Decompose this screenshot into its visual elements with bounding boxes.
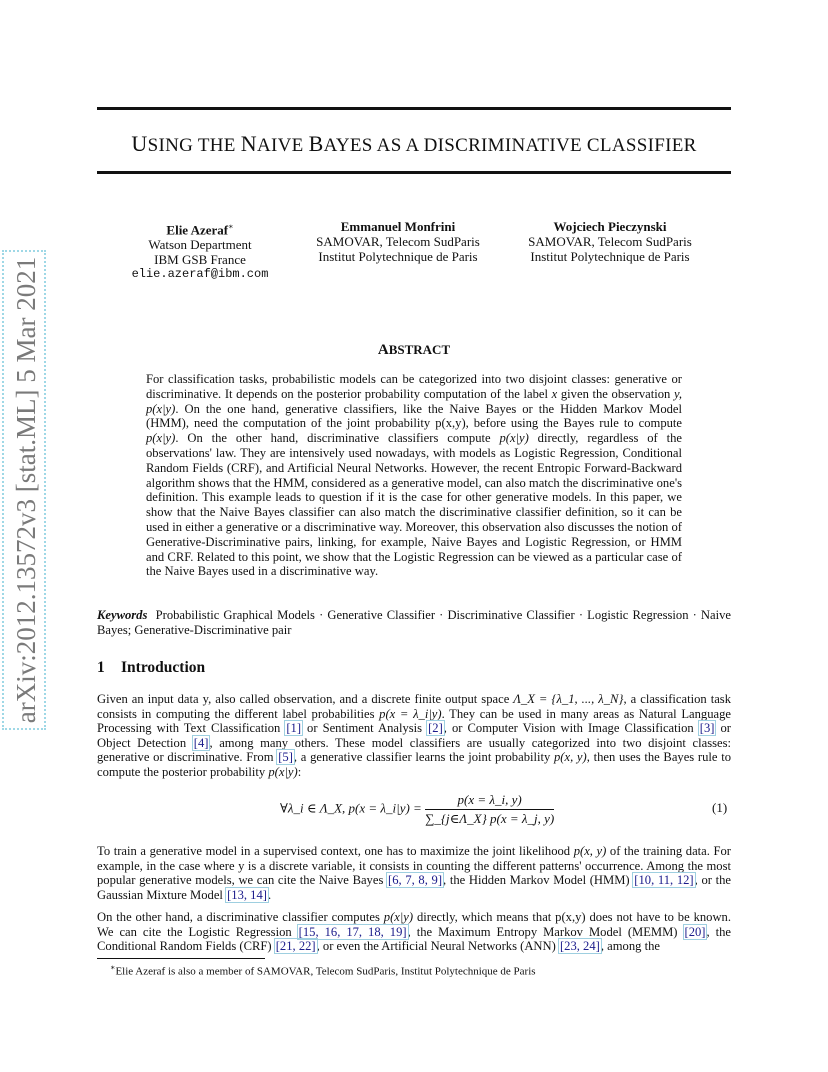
author-affiliation: Watson Department	[148, 237, 252, 253]
title-bottom-rule	[97, 171, 731, 174]
abstract-heading: ABSTRACT	[377, 342, 451, 358]
equation-number: (1)	[712, 800, 728, 815]
author-affiliation: IBM GSB France	[154, 252, 246, 268]
citation-link[interactable]: [13, 14]	[227, 887, 267, 902]
abstract-text: For classification tasks, probabilistic models can be categorized into two disjoint classes: generative or discriminative. It depends on the posterior probability computation of the label x given the observation y, p(x|y). On the one hand, generative classifiers, like the Naive Bayes or the Hidden Markov Model (HMM), need the computation of the joint probability p(x,y), before using the Bayes rule to compute p(x|y). On the other hand, discriminative classifiers compute p(x|y) directly, regardless of the observations' law. They are intensively used nowadays, with models as Logistic Regression, Conditional Random Fields (CRF), and Artificial Neural Networks. However, the recent Entropic Forward-Backward algorithm shows that the HMM, considered as a generative model, can also match the discriminative one's definition. This example leads to question if it is the case for other generative models. In this paper, we show that the Naive Bayes classifier can also match the discriminative classifier definition, so it can be used in either a generative or a discriminative way. Moreover, this observation also discusses the notion of Generative-Discriminative pairs, linking, for example, Naive Bayes and Logistic Regression, or HMM and CRF. Related to this point, we show that the Logistic Regression can be viewed as a particular case of the Naive Bayes used in a discriminative way.	[146, 372, 683, 579]
arxiv-identifier[interactable]: arXiv:2012.13572v3 [stat.ML] 5 Mar 2021	[2, 250, 46, 730]
citation-link[interactable]: [1]	[286, 721, 302, 736]
author-affiliation: Institut Polytechnique de Paris	[318, 249, 478, 264]
citation-link[interactable]: [15, 16, 17, 18, 19]	[298, 924, 407, 939]
author-name: Elie Azeraf	[166, 222, 229, 238]
intro-paragraph: Given an input data y, also called observation, and a discrete finite output space Λ_X = {λ_1, ..., λ_N}, a classification task consists in computing the different label probabilities p(x = λ_i|y). They can be used in many areas as Natural Language Processing with Text Classification [1] or Sentiment Analysis [2], or Computer Vision with Image Classification [3] or Object Detection [4], among many others. These model classifiers are usually categorized into two disjoint classes: generative or discriminative. From [5], a generative classifier learns the joint probability p(x, y), then uses the Bayes rule to compute the posterior probability p(x|y):	[97, 692, 732, 779]
citation-link[interactable]: [3]	[699, 721, 715, 736]
arxiv-stamp	[2, 240, 52, 740]
paper-title: USING THE NAIVE BAYES AS A DISCRIMINATIVE CLASSIFIER	[131, 131, 697, 156]
generative-paragraph: To train a generative model in a supervised context, one has to maximize the joint likelihood p(x, y) of the training data. For example, in the case where y is a discrete variable, it consists in counting the different patterns' occurrence. Among the most popular generative models, we can cite the Naive Bayes [6, 7, 8, 9], the Hidden Markov Model (HMM) [10, 11, 12], or the Gaussian Mixture Model [13, 14].	[97, 844, 731, 902]
author-affiliation: SAMOVAR, Telecom SudParis	[528, 234, 692, 249]
author-block: Elie Azeraf∗ Watson Department IBM GSB France elie.azeraf@ibm.com	[120, 219, 280, 282]
keywords	[97, 608, 731, 638]
footnote-rule	[97, 958, 265, 959]
equation-1: ∀λ_i ∈ Λ_X, p(x = λ_i|y) = $\frac{p(x = \lambda\_i, y)}{\sum\_\{j\in\Lambda\_X\} p(x = \lambda\_j, y)}$	[280, 792, 555, 826]
author-email[interactable]: elie.azeraf@ibm.com	[131, 267, 269, 282]
author-block	[300, 219, 496, 264]
author-name: Emmanuel Monfrini	[340, 219, 456, 234]
keywords-text: Probabilistic Graphical Models · Generative Classifier · Discriminative Classifier · Logistic Regression · Naive Bayes; Generative-Discriminative pair	[97, 608, 731, 637]
author-name: Wojciech Pieczynski	[553, 219, 667, 234]
citation-link[interactable]: [23, 24]	[559, 939, 600, 954]
citation-link[interactable]: [2]	[428, 721, 443, 736]
citation-link[interactable]: [21, 22]	[275, 939, 316, 954]
author-block	[512, 219, 708, 264]
author-affiliation: Institut Polytechnique de Paris	[530, 249, 690, 264]
section-heading: 1 Introduction	[97, 659, 206, 676]
keywords-label: Keywords	[97, 608, 148, 622]
citation-link[interactable]: [4]	[193, 735, 209, 750]
discriminative-paragraph: On the other hand, a discriminative classifier computes p(x|y) directly, which means that p(x,y) does not have to be known. We can cite the Logistic Regression [15, 16, 17, 18, 19], the Maximum Entropy Markov Model (MEMM) [20], the Conditional Random Fields (CRF) [21, 22], or even the Artificial Neural Networks (ANN) [23, 24], among the	[97, 910, 732, 954]
title-top-rule	[97, 107, 731, 110]
author-affiliation: SAMOVAR, Telecom SudParis	[316, 234, 480, 249]
citation-link[interactable]: [10, 11, 12]	[634, 873, 694, 888]
equation-fraction: $\frac{p(x = \lambda\_i, y)}{\sum\_\{j\in\Lambda\_X\} p(x = \lambda\_j, y)}$	[425, 792, 555, 826]
citation-link[interactable]: [20]	[684, 924, 706, 939]
citation-link[interactable]: [6, 7, 8, 9]	[388, 873, 443, 888]
footnote: ∗Elie Azeraf is also a member of SAMOVAR, Telecom SudParis, Institut Polytechnique de Paris	[110, 963, 536, 978]
citation-link[interactable]: [5]	[278, 750, 293, 765]
